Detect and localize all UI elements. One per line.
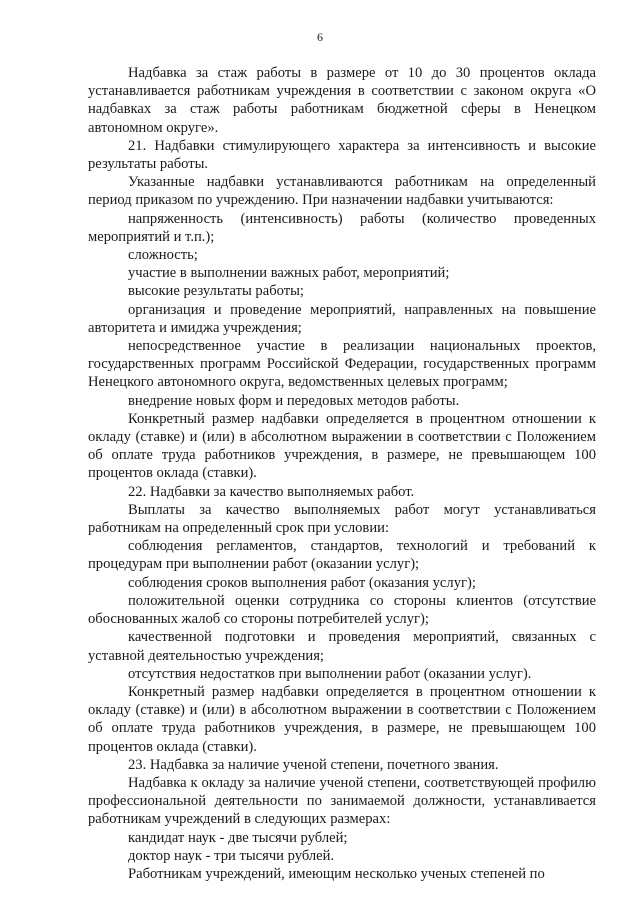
list-item: кандидат наук - две тысячи рублей;	[128, 829, 348, 846]
paragraph: Работникам учреждений, имеющим несколько ученых степеней по	[128, 865, 545, 882]
list-item: сложность;	[128, 247, 198, 264]
list-item: непосредственное участие в реализации национальных проектов, государственных программ Российской Федерации, государственных программ Ненецкого автономного округа, ведомственных целевых программ;	[88, 338, 596, 391]
list-item: положительной оценки сотрудника со стороны клиентов (отсутствие обоснованных жалоб со стороны потребителей услуг);	[88, 592, 596, 628]
list-item: отсутствия недостатков при выполнении работ (оказании услуг).	[128, 665, 532, 682]
section-heading-21: 21. Надбавки стимулирующего характера за интенсивность и высокие результаты работы.	[88, 137, 596, 173]
list-item: соблюдения регламентов, стандартов, технологий и требований к процедурам при выполнении работ (оказании услуг);	[88, 538, 596, 573]
list-item: внедрение новых форм и передовых методов работы.	[128, 392, 460, 409]
document-body	[88, 64, 596, 883]
section-heading-22: 22. Надбавки за качество выполняемых работ.	[128, 483, 415, 500]
section-heading-23: 23. Надбавка за наличие ученой степени, почетного звания.	[128, 756, 499, 773]
list-item: напряженность (интенсивность) работы (количество проведенных мероприятий и т.п.);	[88, 210, 596, 245]
list-item: качественной подготовки и проведения мероприятий, связанных с уставной деятельностью учреждения;	[88, 629, 596, 664]
paragraph: Указанные надбавки устанавливаются работникам на определенный период приказом по учреждению. При назначении надбавки учитываются:	[88, 174, 596, 209]
list-item: организация и проведение мероприятий, направленных на повышение авторитета и имиджа учреждения;	[88, 301, 596, 336]
list-item: высокие результаты работы;	[128, 283, 304, 300]
paragraph: Выплаты за качество выполняемых работ могут устанавливаться работникам на определенный срок при условии:	[88, 501, 596, 537]
paragraph: Конкретный размер надбавки определяется в процентном отношении к окладу (ставке) и (или) в абсолютном выражении в соответствии с Положением об оплате труда работников учреждения, в размере, не превышающем 100 процентов оклада (ставки).	[88, 410, 596, 482]
list-item: соблюдения сроков выполнения работ (оказания услуг);	[128, 574, 476, 591]
paragraph: Конкретный размер надбавки определяется в процентном отношении к окладу (ставке) и (или) в абсолютном выражении в соответствии с Положением об оплате труда работников учреждения, в размере, не превышающем 100 процентов оклада (ставки).	[88, 683, 596, 755]
paragraph: Надбавка к окладу за наличие ученой степени, соответствующей профилю профессиональной деятельности по занимаемой должности, устанавливается работникам учреждений в следующих размерах:	[88, 774, 596, 828]
page-number: 6	[317, 30, 323, 44]
list-item: доктор наук - три тысячи рублей.	[128, 847, 335, 864]
paragraph: Надбавка за стаж работы в размере от 10 до 30 процентов оклада устанавливается работникам учреждения в соответствии с законом округа «О надбавках за стаж работы работникам бюджетной сферы в Ненецком автономном округе».	[88, 65, 596, 136]
list-item: участие в выполнении важных работ, мероприятий;	[128, 265, 450, 282]
